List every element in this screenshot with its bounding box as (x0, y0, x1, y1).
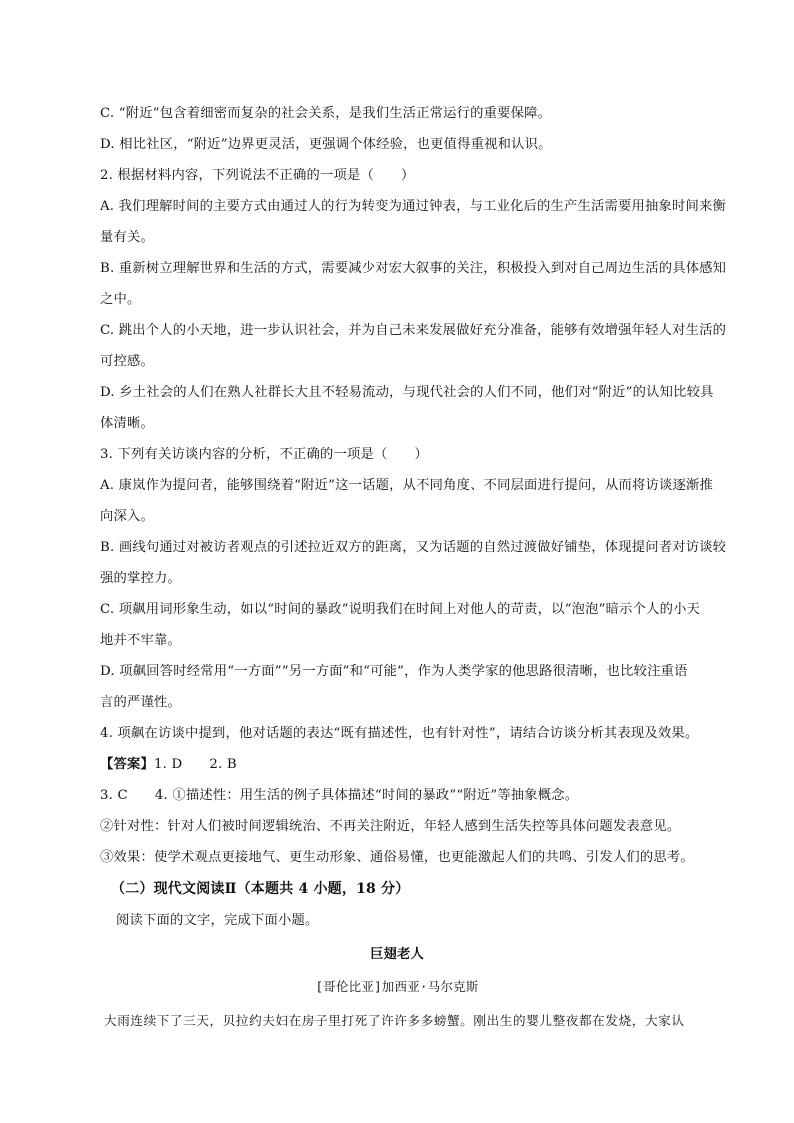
text-line: D. 相比社区，“附近”边界更灵活，更强调个体经验，也更值得重视和认识。 (100, 137, 552, 152)
section-heading: （二）现代文阅读Ⅱ（本题共 4 小题，18 分） (111, 881, 410, 897)
answer-line-1 (100, 755, 237, 775)
section-instruction: 阅读下面的文字，完成下面小题。 (116, 913, 319, 928)
answer-label: 【答案】 (100, 757, 154, 772)
answer-line-3: ②针对性：针对人们被时间逻辑统治、不再关注附近，年轻人感到生活失控等具体问题发表意见。 (100, 819, 681, 834)
text-line: B. 重新树立理解世界和生活的方式，需要减少对宏大叙事的关注，积极投入到对自己周边生活的具体感知 (100, 261, 727, 276)
text-line: D. 项飙回答时经常用“一方面”“另一方面”和“可能”，作为人类学家的他思路很清晰，也比较注重语 (100, 664, 688, 679)
text-line: 地并不牢靠。 (100, 633, 181, 648)
text-line: 可控感。 (100, 354, 154, 369)
story-first-line: 大雨连续下了三天，贝拉约夫妇在房子里打死了许许多多螃蟹。刚出生的婴儿整夜都在发烧，大家认 (104, 1013, 685, 1028)
story-author: [哥伦比亚]加西亚·马尔克斯 (315, 979, 479, 994)
text-line: C. “附近”包含着细密而复杂的社会关系，是我们生活正常运行的重要保障。 (100, 106, 552, 121)
text-line: C. 跳出个人的小天地，进一步认识社会，并为自己未来发展做好充分准备，能够有效增强年轻人对生活的 (100, 323, 727, 338)
text-line: B. 画线句通过对被访者观点的引述拉近双方的距离，又为话题的自然过渡做好铺垫，体现提问者对访谈较 (100, 540, 727, 555)
story-title: 巨翅老人 (370, 947, 424, 962)
answer-line-2: 3. C 4. ①描述性：用生活的例子具体描述“时间的暴政”“附近”等抽象概念。 (100, 788, 579, 803)
answer-line-4: ③效果：使学术观点更接地气、更生动形象、通俗易懂，也更能激起人们的共鸣、引发人们的思考。 (100, 850, 694, 865)
text-line: 量有关。 (100, 230, 154, 245)
text-line: A. 康岚作为提问者，能够围绕着“附近”这一话题，从不同角度、不同层面进行提问，从而将访谈逐渐推 (100, 478, 714, 493)
text-line: C. 项飙用词形象生动，如以“时间的暴政”说明我们在时间上对他人的苛责，以“泡泡”暗示个人的小天 (100, 602, 701, 617)
text-line: D. 乡土社会的人们在熟人社群长大且不轻易流动，与现代社会的人们不同，他们对“附近”的认知比较具 (100, 385, 714, 400)
text-line: 体清晰。 (100, 416, 154, 431)
text-line: 4. 项飙在访谈中提到，他对话题的表达“既有描述性，也有针对性”，请结合访谈分析其表现及效果。 (100, 726, 699, 741)
text-line: 2. 根据材料内容，下列说法不正确的一项是（ ） (100, 168, 415, 183)
text-line: 强的掌控力。 (100, 571, 181, 586)
answer-values: 1. D 2. B (154, 757, 237, 772)
text-line: 向深入。 (100, 509, 154, 524)
text-line: 言的严谨性。 (100, 695, 181, 710)
text-line: 3. 下列有关访谈内容的分析，不正确的一项是（ ） (100, 447, 428, 462)
text-line: A. 我们理解时间的主要方式由通过人的行为转变为通过钟表，与工业化后的生产生活需要用抽象时间来衡 (100, 199, 727, 214)
text-line: 之中。 (100, 292, 141, 307)
